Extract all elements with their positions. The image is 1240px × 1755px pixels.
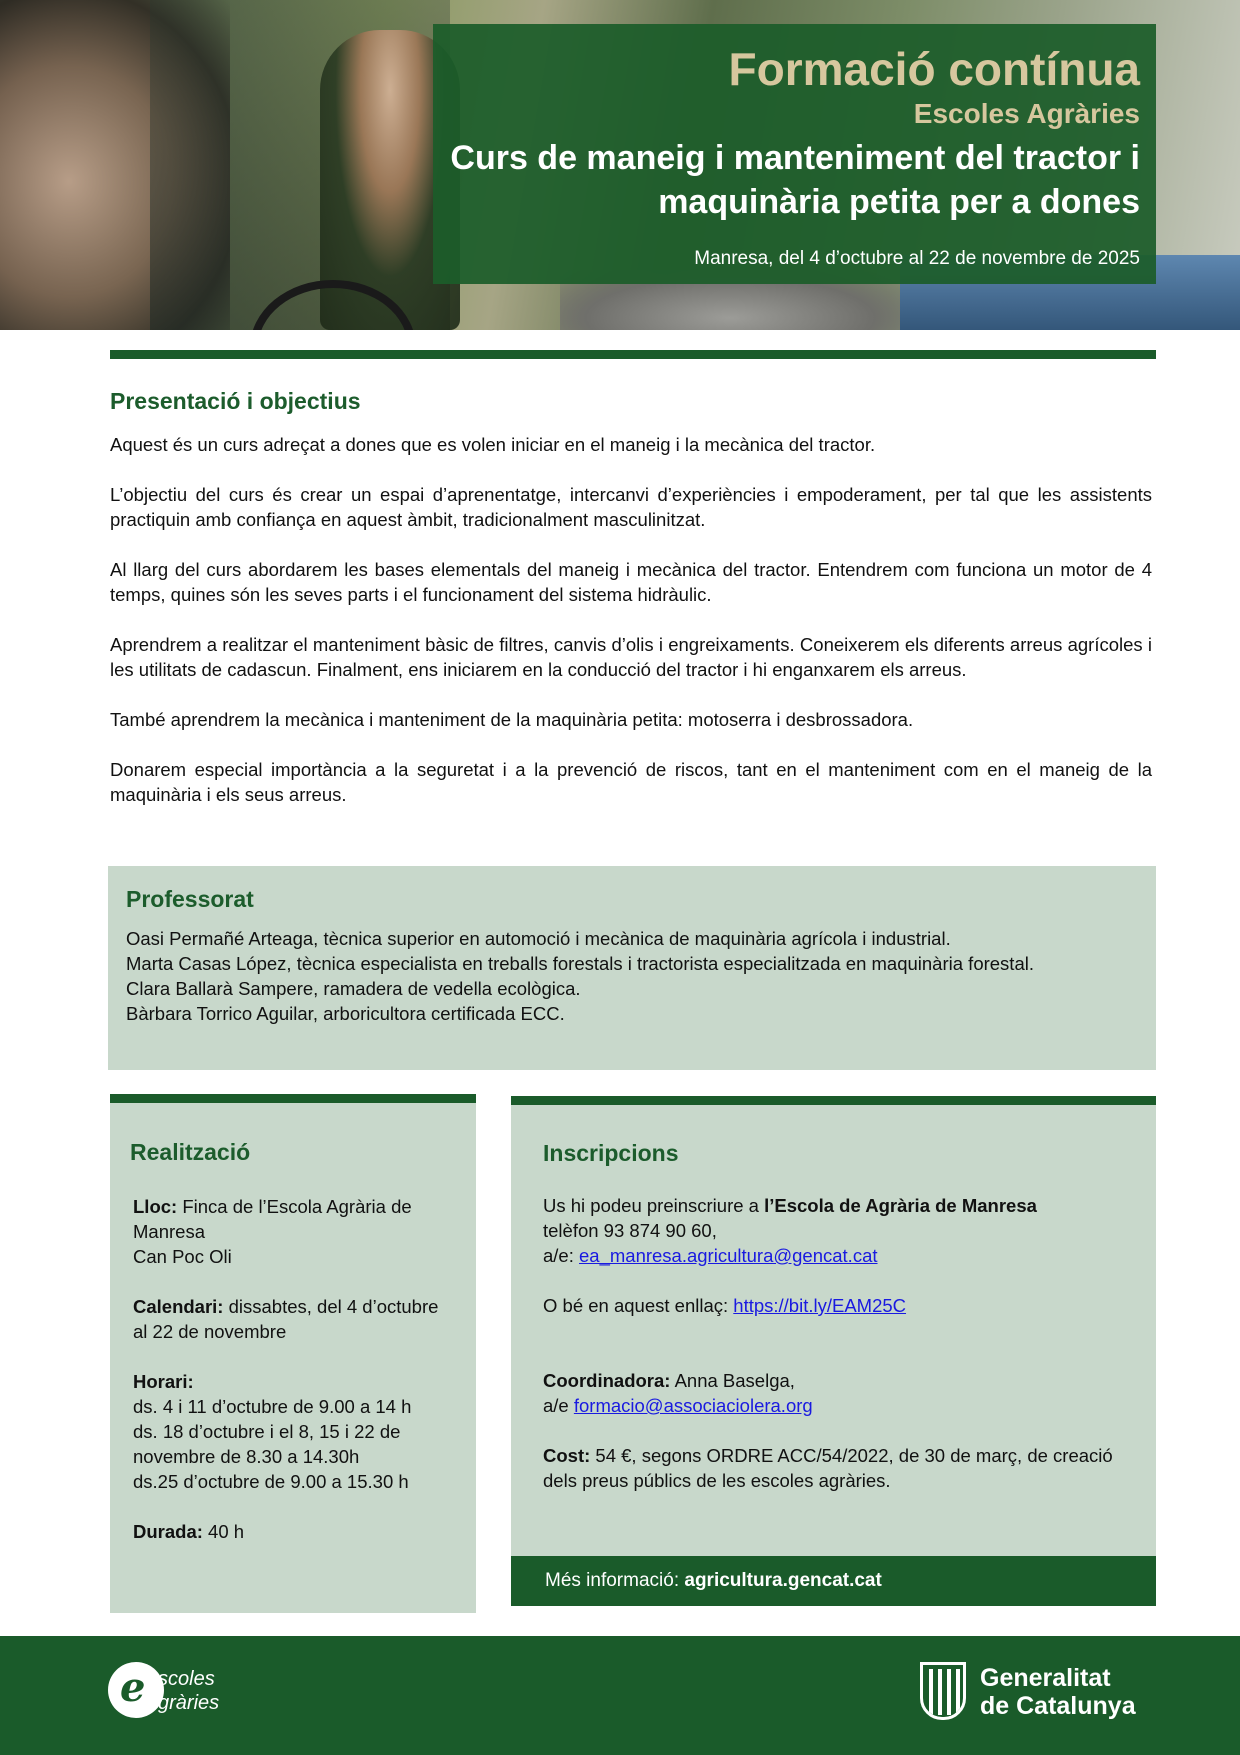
calendari-value: dissabtes, del 4 d’octubre al 22 de novembre: [133, 1296, 439, 1342]
professorat-list: [126, 926, 1106, 1026]
email-prefix: a/e:: [543, 1245, 579, 1266]
paragraph: Aquest és un curs adreçat a dones que es volen iniciar en el maneig i la mecànica del tractor.: [110, 434, 876, 455]
inscripcions-title: Inscripcions: [543, 1140, 679, 1166]
calendari-block: [133, 1294, 453, 1344]
horari-label: Horari:: [133, 1371, 194, 1392]
realitzacio-panel: [110, 1094, 476, 1613]
contact-block: [543, 1193, 1133, 1268]
more-info-text: [545, 1570, 882, 1592]
title-box: [433, 24, 1156, 284]
phone-text: telèfon 93 874 90 60,: [543, 1220, 717, 1241]
senyera-shield-icon: [920, 1662, 966, 1720]
link-block: [543, 1293, 1133, 1318]
list-item: Clara Ballarà Sampere, ramadera de vedella ecològica.: [126, 978, 581, 999]
realitzacio-title: Realització: [130, 1139, 251, 1165]
cost-value: 54 €, segons ORDRE ACC/54/2022, de 30 de març, de creació dels preus públics de les escoles agràries.: [543, 1445, 1113, 1491]
calendari-label: Calendari:: [133, 1296, 224, 1317]
divider-rule: [110, 350, 1156, 359]
cost-label: Cost:: [543, 1445, 591, 1466]
horari-line: ds.25 d’octubre de 9.00 a 15.30 h: [133, 1471, 409, 1492]
more-info-bar: [511, 1556, 1156, 1606]
link-prefix: O bé en aquest enllaç:: [543, 1295, 734, 1316]
presentacio-body: [110, 432, 1152, 832]
logo-line1: scoles: [158, 1668, 215, 1690]
logo-glyph-icon: e: [120, 1664, 146, 1711]
inscripcions-panel: [511, 1096, 1156, 1565]
coordinator-block: [543, 1368, 1133, 1418]
page-title: Formació contínua: [728, 43, 1140, 95]
intro-text: Us hi podeu preinscriure a: [543, 1195, 765, 1216]
presentacio-title: Presentació i objectius: [110, 388, 361, 414]
paragraph: L’objectiu del curs és crear un espai d’aprenentatge, intercanvi d’experiències i empoderament, per tal que les assistents practiquin amb confiança en aquest àmbit, tradicionalment masculinitzat.: [110, 484, 1152, 530]
course-date: Manresa, del 4 d’octubre al 22 de novembre de 2025: [694, 248, 1140, 269]
footer: [0, 1636, 1240, 1755]
coord-email-link[interactable]: formacio@associaciolera.org: [573, 1395, 813, 1416]
lloc-block: [133, 1194, 453, 1269]
horari-block: [133, 1369, 453, 1494]
generalitat-line2: de Catalunya: [980, 1692, 1136, 1720]
lloc-label: Lloc:: [133, 1196, 178, 1217]
page-subtitle: Escoles Agràries: [913, 98, 1140, 129]
paragraph: També aprendrem la mecànica i manteniment de la maquinària petita: motoserra i desbrossadora.: [110, 709, 914, 730]
durada-label: Durada:: [133, 1521, 203, 1542]
paragraph: Aprendrem a realitzar el manteniment bàsic de filtres, canvis d’olis i engreixaments. Coneixerem els diferents arreus agrícoles i les utilitats de cadascun. Finalment, ens iniciarem en la conducció del tractor i hi enganxarem els arreus.: [110, 634, 1152, 680]
more-info-link[interactable]: agricultura.gencat.cat: [684, 1570, 882, 1591]
realitzacio-body: [133, 1194, 453, 1569]
horari-line: ds. 4 i 11 d’octubre de 9.00 a 14 h: [133, 1396, 412, 1417]
list-item: Bàrbara Torrico Aguilar, arboricultora certificada ECC.: [126, 1003, 565, 1024]
spacer: [543, 1343, 1133, 1368]
cost-block: [543, 1443, 1133, 1493]
paragraph: Al llarg del curs abordarem les bases elementals del maneig i mecànica del tractor. Entendrem com funciona un motor de 4 temps, quines són les seves parts i el funcionament del sistema hidràulic.: [110, 559, 1152, 605]
coord-label: Coordinadora:: [543, 1370, 671, 1391]
generalitat-line1: Generalitat: [980, 1664, 1111, 1692]
escoles-agraries-logo: [108, 1658, 258, 1728]
generalitat-logo: [920, 1658, 1160, 1728]
paragraph: Donarem especial importància a la seguretat i a la prevenció de riscos, tant en el manteniment com en el maneig de la maquinària i els seus arreus.: [110, 759, 1152, 805]
professorat-title: Professorat: [126, 886, 254, 912]
header-photo: [0, 0, 1240, 330]
list-item: Oasi Permañé Arteaga, tècnica superior en automoció i mecànica de maquinària agrícola i industrial.: [126, 928, 951, 949]
school-name: l’Escola de Agrària de Manresa: [764, 1195, 1037, 1216]
course-title: Curs de maneig i manteniment del tractor i maquinària petita per a dones: [450, 139, 1140, 221]
lloc-value: Finca de l’Escola Agrària de Manresa: [133, 1196, 412, 1242]
logo-line2: gràries: [158, 1692, 220, 1714]
more-info-label: Més informació:: [545, 1570, 685, 1591]
list-item: Marta Casas López, tècnica especialista en treballs forestals i tractorista especialitzada en maquinària forestal.: [126, 953, 1034, 974]
professorat-panel: [108, 866, 1156, 1070]
coord-value: Anna Baselga,: [670, 1370, 795, 1391]
coord-email-prefix: a/e: [543, 1395, 574, 1416]
email-link[interactable]: ea_manresa.agricultura@gencat.cat: [579, 1245, 878, 1266]
inscripcions-body: [543, 1193, 1133, 1518]
horari-line: ds. 18 d’octubre i el 8, 15 i 22 de novembre de 8.30 a 14.30h: [133, 1421, 401, 1467]
lloc-extra: Can Poc Oli: [133, 1246, 232, 1267]
durada-value: 40 h: [202, 1521, 245, 1542]
registration-link[interactable]: https://bit.ly/EAM25C: [733, 1295, 907, 1316]
durada-block: [133, 1519, 453, 1544]
